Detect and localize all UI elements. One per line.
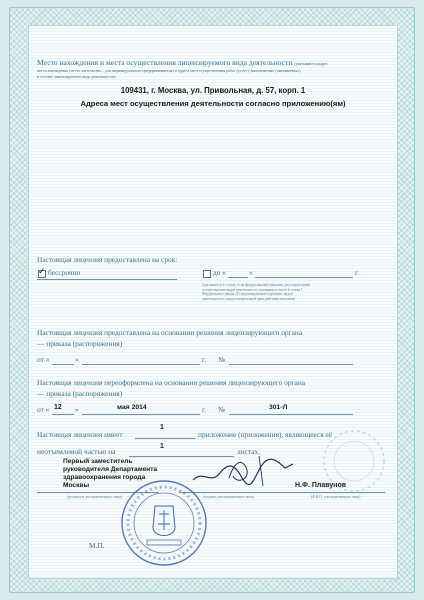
signer-position-2: руководителя Департамента bbox=[63, 466, 158, 473]
until-month-line bbox=[255, 277, 353, 278]
annex-count: 1 bbox=[160, 424, 164, 431]
header-title: Место нахождения и места осуществления лицензируемого вида деятельности bbox=[37, 58, 293, 67]
signer-position-3: здравоохранения города bbox=[63, 474, 146, 481]
until-day-line bbox=[228, 277, 248, 278]
faint-stamp bbox=[319, 426, 389, 496]
term-underline bbox=[37, 279, 177, 280]
basis-from: от « bbox=[37, 355, 50, 364]
license-sheet bbox=[28, 25, 398, 579]
annex-text-3: неотъемлемой частью на bbox=[37, 447, 116, 456]
reissue-day: 12 bbox=[54, 404, 62, 411]
term-note: (указывается в случае, если федеральными законами, регулирующими осуществление видов деятельности, указанных в части 4 статьи 1 Федерального закона «О лицензировании отдельных видов деятельности», предусмотрен иной срок действия лицензии) bbox=[202, 283, 311, 301]
seal-place: М.П. bbox=[89, 541, 105, 550]
reissue-month-year: мая 2014 bbox=[117, 404, 147, 411]
reissue-from: от « bbox=[37, 405, 50, 414]
basis-year-suffix: г. bbox=[202, 355, 207, 364]
reissue-number: 301-Л bbox=[269, 404, 288, 411]
position-note: (должность уполномоченного лица) bbox=[67, 495, 123, 499]
header-note-3: в составе лицензируемого вида деятельности) bbox=[37, 74, 116, 79]
reissue-month-line bbox=[82, 414, 200, 415]
signer-position-4: Москвы bbox=[63, 482, 90, 489]
basis-number-sign: № bbox=[218, 355, 226, 364]
header-note-1: (указываются адрес bbox=[294, 61, 328, 66]
until-year-suffix: г. bbox=[355, 268, 360, 277]
header-note-2: места нахождения (место жительства – для индивидуального предпринимателя) и адреса мест осуществления работ (услуг), выполняемых (оказываемых) bbox=[37, 68, 301, 73]
annex-text-1: Настоящая лицензия имеет bbox=[37, 430, 123, 439]
license-address: 109431, г. Москва, ул. Привольная, д. 57, корп. 1 bbox=[120, 86, 306, 95]
signer-name: Н.Ф. Плавунов bbox=[295, 482, 347, 489]
signature-note: (подпись уполномоченного лица) bbox=[203, 495, 255, 499]
name-note: (Ф.И.О. уполномоченного лица) bbox=[311, 495, 361, 499]
term-indefinite: бессрочно bbox=[48, 268, 81, 277]
official-seal bbox=[119, 478, 209, 568]
basis-label-1: Настоящая лицензия предоставлена на основании решения лицензирующего органа bbox=[37, 328, 303, 337]
basis-month-line bbox=[82, 364, 200, 365]
until-close-quote: » bbox=[249, 268, 253, 277]
signer-position-1: Первый заместитель bbox=[63, 458, 133, 465]
annex-sheets: 1 bbox=[160, 443, 164, 450]
reissue-number-sign: № bbox=[218, 405, 226, 414]
basis-number-line bbox=[229, 364, 353, 365]
reissue-year-suffix: г. bbox=[202, 405, 207, 414]
reissue-label-1: Настоящая лицензия переоформлена на основании решения лицензирующего органа bbox=[37, 378, 306, 387]
annex-addresses: Адреса мест осуществления деятельности согласно приложению(ям) bbox=[80, 99, 346, 108]
basis-label-2: — приказа (распоряжения) bbox=[37, 339, 123, 348]
basis-day-line bbox=[52, 364, 74, 365]
annex-text-2: приложение (приложения), являющееся её bbox=[198, 430, 333, 439]
reissue-day-line bbox=[52, 414, 74, 415]
check-mark-icon: ✓ bbox=[38, 267, 46, 277]
annex-count-line bbox=[135, 438, 195, 439]
term-label: Настоящая лицензия предоставлена на срок: bbox=[37, 255, 178, 264]
reissue-label-2: — приказа (распоряжения) bbox=[37, 389, 123, 398]
reissue-close-quote: » bbox=[75, 405, 79, 414]
term-until: до « bbox=[213, 268, 226, 277]
reissue-number-line bbox=[229, 414, 353, 415]
basis-close-quote: » bbox=[75, 355, 79, 364]
until-checkbox bbox=[203, 270, 211, 278]
header-block bbox=[37, 58, 391, 67]
annex-text-4: листах. bbox=[237, 447, 261, 456]
